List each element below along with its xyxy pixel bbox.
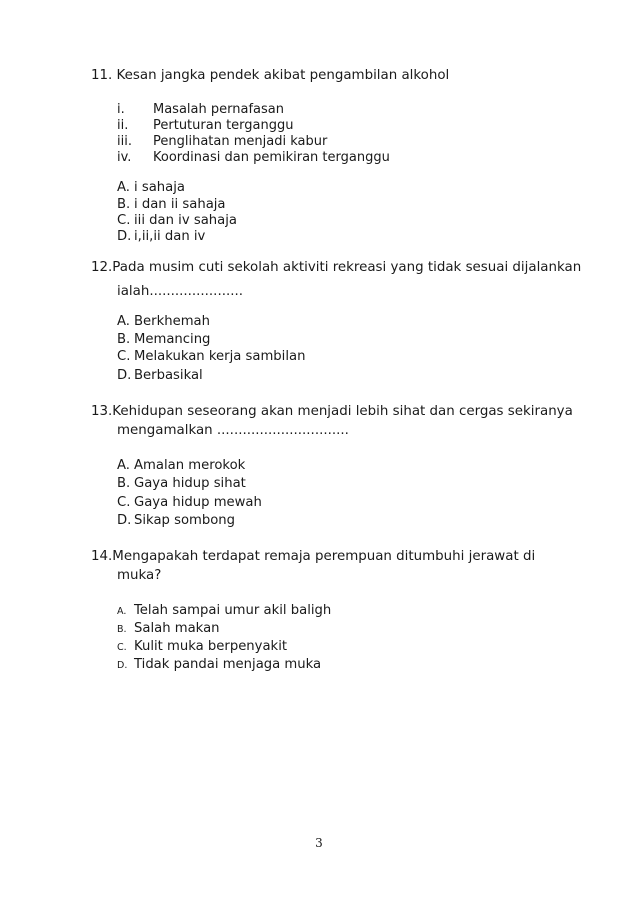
q13-option-c[interactable] [117, 494, 262, 511]
statement-number: iii. [117, 134, 132, 149]
option-letter: D. [117, 229, 132, 244]
option-text: i sahaja [134, 180, 185, 195]
option-letter: C. [117, 642, 127, 653]
option-text: Tidak pandai menjaga muka [134, 657, 322, 672]
question-14-stem: 14.Mengapakah terdapat remaja perempuan ditumbuhi jerawat di [91, 549, 536, 564]
option-text: Gaya hidup mewah [134, 495, 262, 510]
option-text: Salah makan [134, 621, 220, 636]
option-text: Kulit muka berpenyakit [134, 639, 288, 654]
q12-option-d[interactable] [117, 367, 203, 384]
q11-option-a[interactable] [117, 179, 185, 196]
statement-iii [117, 134, 327, 150]
option-letter: B. [117, 624, 127, 635]
statement-ii [117, 118, 294, 134]
option-text: Berbasikal [134, 368, 203, 383]
statement-number: ii. [117, 118, 129, 133]
option-text: Melakukan kerja sambilan [134, 349, 306, 364]
option-text: Berkhemah [134, 314, 210, 329]
statement-iv [117, 150, 390, 166]
q11-option-c[interactable] [117, 212, 237, 229]
statement-text: Masalah pernafasan [153, 102, 284, 117]
option-text: Gaya hidup sihat [134, 476, 246, 491]
option-text: iii dan iv sahaja [134, 213, 237, 228]
statement-text: Penglihatan menjadi kabur [153, 134, 328, 149]
q13-option-a[interactable] [117, 457, 245, 474]
statement-number: iv. [117, 150, 132, 165]
option-letter: B. [117, 332, 131, 347]
question-13-stem-cont: mengamalkan ............................... [117, 423, 349, 438]
option-text: i dan ii sahaja [134, 197, 226, 212]
question-12-stem-cont: ialah...................... [117, 284, 243, 299]
q14-option-a[interactable] [117, 602, 331, 620]
question-14-stem-cont: muka? [117, 568, 162, 583]
option-text: Telah sampai umur akil baligh [134, 603, 332, 618]
q11-option-b[interactable] [117, 196, 226, 213]
question-13-stem: 13.Kehidupan seseorang akan menjadi lebih sihat dan cergas sekiranya [91, 404, 573, 419]
statement-number: i. [117, 102, 125, 117]
option-text: Sikap sombong [134, 513, 236, 528]
option-text: i,ii,ii dan iv [134, 229, 206, 244]
q13-option-d[interactable] [117, 512, 235, 529]
option-letter: B. [117, 476, 131, 491]
q12-option-a[interactable] [117, 313, 210, 330]
question-12-stem: 12.Pada musim cuti sekolah aktiviti rekreasi yang tidak sesuai dijalankan [91, 260, 582, 275]
option-letter: C. [117, 213, 131, 228]
q13-option-b[interactable] [117, 475, 246, 492]
option-letter: A. [117, 180, 130, 195]
question-11-stem: 11. Kesan jangka pendek akibat pengambilan alkohol [91, 68, 450, 83]
option-letter: B. [117, 197, 131, 212]
option-letter: D. [117, 368, 132, 383]
option-letter: A. [117, 458, 130, 473]
statement-text: Koordinasi dan pemikiran terganggu [153, 150, 390, 165]
q11-option-d[interactable] [117, 228, 205, 245]
option-text: Memancing [134, 332, 211, 347]
option-text: Amalan merokok [134, 458, 246, 473]
option-letter: D. [117, 513, 132, 528]
page-number: 3 [315, 836, 323, 850]
option-letter: C. [117, 349, 131, 364]
q12-option-c[interactable] [117, 348, 305, 365]
option-letter: A. [117, 314, 130, 329]
q14-option-d[interactable] [117, 656, 321, 674]
option-letter: D. [117, 660, 128, 671]
option-letter: A. [117, 606, 127, 617]
q14-option-b[interactable] [117, 620, 220, 638]
q12-option-b[interactable] [117, 331, 210, 348]
statement-text: Pertuturan terganggu [153, 118, 294, 133]
option-letter: C. [117, 495, 131, 510]
statement-i [117, 102, 284, 118]
q14-option-c[interactable] [117, 638, 287, 656]
